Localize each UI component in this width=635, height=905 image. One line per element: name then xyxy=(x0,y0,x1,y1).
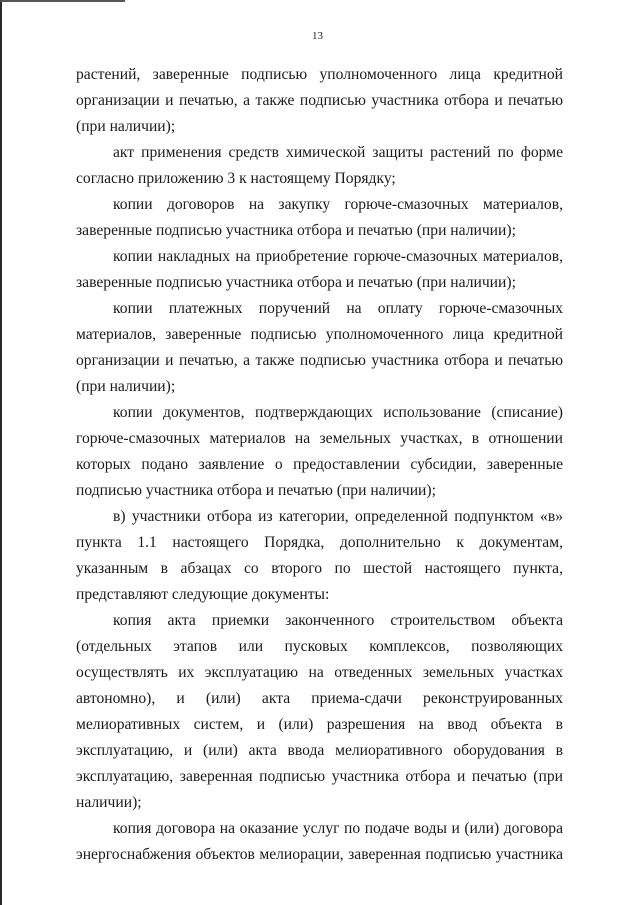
paragraph-6: копии документов, подтверждающих использование (списание) горюче-смазочных материалов на земельных участках, в отношении которых подано заявление о предоставлении субсидии, заверенные подписью участника отбора и печатью (при наличии); xyxy=(76,404,563,499)
paragraph-5: копии платежных поручений на оплату горюче-смазочных материалов, заверенные подписью уполномоченного лица кредитной организации и печатью, а также подписью участника отбора и печатью (при наличии); xyxy=(76,300,563,395)
scan-edge-top xyxy=(0,0,125,2)
page-number: 13 xyxy=(312,30,323,42)
document-body xyxy=(76,62,563,868)
paragraph-2: акт применения средств химической защиты растений по форме согласно приложению 3 к настоящему Порядку; xyxy=(76,144,563,187)
paragraph-3: копии договоров на закупку горюче-смазочных материалов, заверенные подписью участника отбора и печатью (при наличии); xyxy=(76,196,563,239)
paragraph-4: копии накладных на приобретение горюче-смазочных материалов, заверенные подписью участника отбора и печатью (при наличии); xyxy=(76,248,563,291)
paragraph-8: копия акта приемки законченного строительством объекта (отдельных этапов или пусковых комплексов, позволяющих осуществлять их эксплуатацию на отведенных земельных участках автономно), и (или) акта приема-сдачи реконструированных мелиоративных систем, и (или) разрешения на ввод объекта в эксплуатацию, и (или) акта ввода мелиоративного оборудования в эксплуатацию, заверенная подписью участника отбора и печатью (при наличии); xyxy=(76,612,563,811)
paragraph-9: копия договора на оказание услуг по подаче воды и (или) договора энергоснабжения объектов мелиорации, заверенная подписью участника xyxy=(76,820,563,863)
paragraph-1: растений, заверенные подписью уполномоченного лица кредитной организации и печатью, а также подписью участника отбора и печатью (при наличии); xyxy=(76,66,563,135)
paragraph-7: в) участники отбора из категории, определенной подпунктом «в» пункта 1.1 настоящего Порядка, дополнительно к документам, указанным в абзацах со второго по шестой настоящего пункта, представляют следующие документы: xyxy=(76,508,563,603)
scan-edge-left xyxy=(0,0,2,905)
